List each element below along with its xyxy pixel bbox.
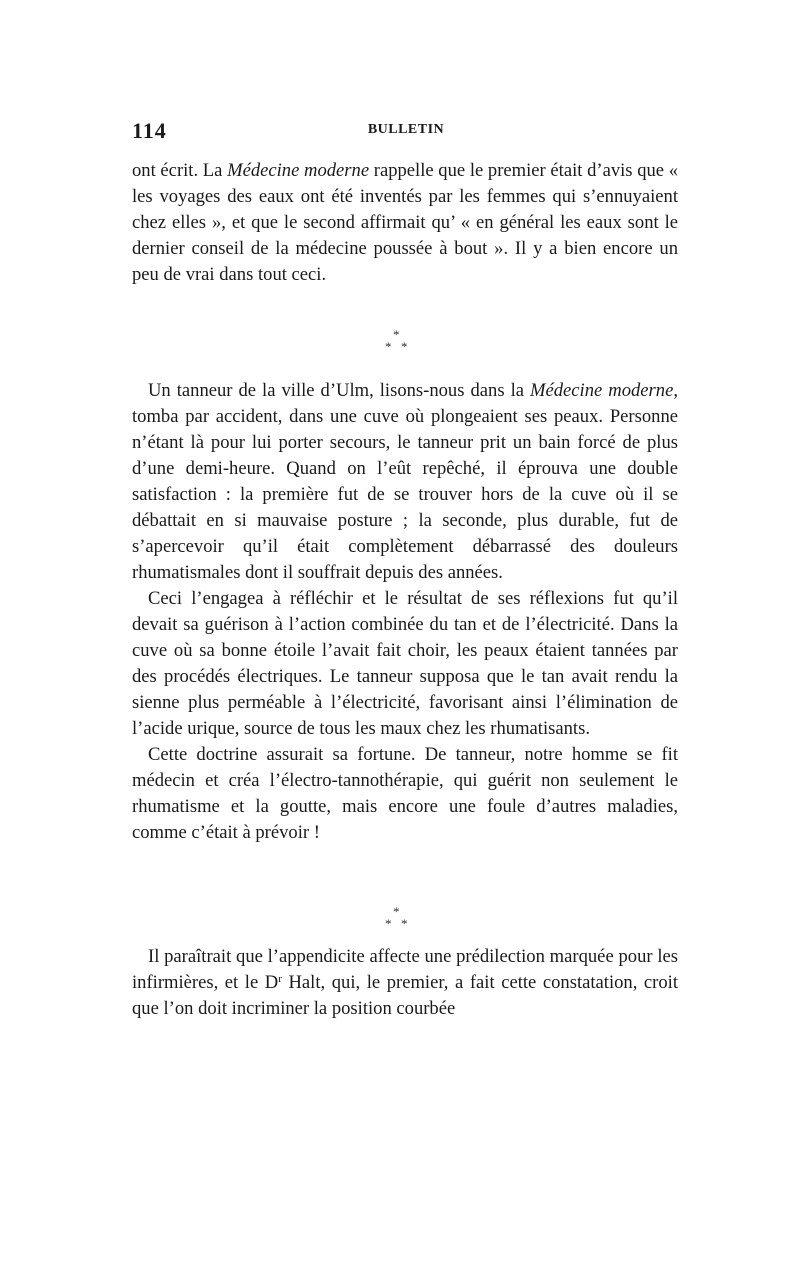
running-head: BULLETIN: [367, 122, 445, 137]
publication-title: Médecine moderne: [227, 160, 370, 181]
text-run: rappelle que le premier était d’avis que « les voyages des eaux ont été inventés par les femmes qui s’ennuyaient chez elles », et que le second affirmait qu’ « en général les eaux sont le dernier conseil de la médecine poussée à bout ». Il y a bien encore un peu de vrai dans tout ceci.: [132, 160, 679, 285]
asterisk-icon: *: [385, 916, 392, 931]
text-block-1: [132, 158, 678, 288]
text-run: Halt, qui, le premier, a fait cette constatation, croit que l’on doit incriminer la position courbée: [132, 972, 679, 1019]
asterism-divider: [383, 905, 423, 935]
text-run: Un tanneur de la ville d’Ulm, lisons-nous dans la: [148, 380, 531, 401]
text-run: ont écrit. La: [132, 160, 228, 181]
paragraph: Ceci l’engagea à réfléchir et le résultat de ses réflexions fut qu’il devait sa guérison à l’action combinée du tan et de l’électricité. Dans la cuve où sa bonne étoile l’avait fait choir, les peaux étaient tannées par des procédés électriques. Le tanneur supposa que le tan avait rendu la sienne plus perméable à l’électricité, favorisant ainsi l’élimination de l’acide urique, source de tous les maux chez les rhumatisants.: [132, 588, 678, 739]
text-run: Il paraîtrait que l’appendicite affecte une prédilection marquée pour les infirmières, et le D: [132, 946, 678, 993]
publication-title: Médecine moderne: [530, 380, 674, 401]
page-header: [132, 118, 680, 146]
asterisk-icon: *: [385, 339, 392, 354]
page-number: 114: [132, 118, 167, 143]
text-block-2: [132, 378, 678, 846]
text-block-3: [132, 944, 678, 1022]
text-run: , tomba par accident, dans une cuve où plongeaient ses peaux. Personne n’étant là pour lui porter secours, le tanneur prit un bain forcé de plus d’une demi-heure. Quand on l’eût repêché, il éprouva une double satisfaction : la première fut de se trouver hors de la cuve où il se débattait en si mauvaise posture ; la seconde, plus durable, fut de s’apercevoir qu’il était complètement débarrassé des douleurs rhumatismales dont il souffrait depuis des années.: [132, 380, 679, 583]
asterisk-icon: *: [393, 904, 400, 919]
asterisk-icon: *: [393, 327, 400, 342]
asterisk-icon: *: [401, 916, 408, 931]
asterism-divider: [383, 328, 423, 358]
paragraph: [132, 378, 678, 586]
asterisk-icon: *: [401, 339, 408, 354]
paragraph: Cette doctrine assurait sa fortune. De tanneur, notre homme se fit médecin et créa l’électro-tannothérapie, qui guérit non seulement le rhumatisme et la goutte, mais encore une foule d’autres maladies, comme c’était à prévoir !: [132, 744, 678, 843]
superscript: r: [278, 973, 282, 985]
paragraph: [132, 158, 678, 288]
paragraph: [132, 944, 678, 1022]
